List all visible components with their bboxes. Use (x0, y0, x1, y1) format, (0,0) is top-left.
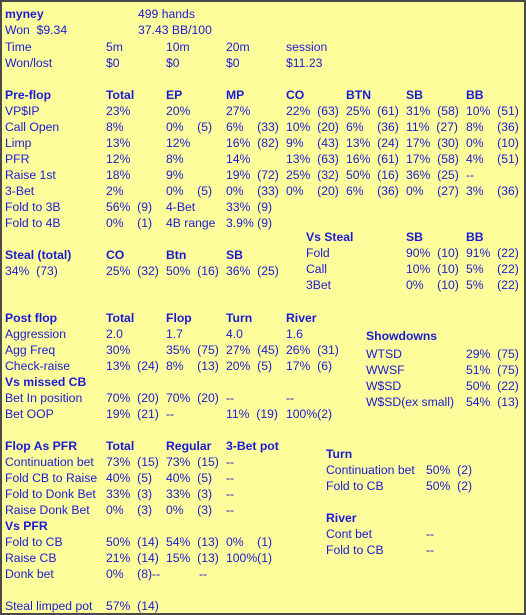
missed-cb-cell: -- (226, 391, 235, 405)
flop-pfr-cell: 33% (3) (166, 487, 213, 501)
flop-pfr-cell: 40% (5) (166, 471, 213, 485)
preflop-cell: 12% (106, 152, 131, 166)
preflop-row-label: Raise 1st (5, 168, 56, 182)
preflop-row-label: Limp (5, 136, 32, 150)
vs-steal-col-bb: BB (466, 230, 484, 244)
vs-steal-row-label: Call (306, 262, 327, 276)
vs-steal-cell: 0% (10) (406, 278, 459, 292)
preflop-col-bb: BB (466, 88, 484, 102)
vs-pfr-title: Vs PFR (5, 519, 48, 533)
preflop-cell: 12% (166, 136, 191, 150)
preflop-cell: 8% (106, 120, 124, 134)
preflop-cell: 0% (5) (166, 120, 213, 134)
vs-pfr-row-label: Donk bet (5, 567, 54, 581)
time-col-session: session (286, 40, 328, 54)
vs-pfr-cell: 0% (8)-- (106, 567, 161, 581)
vs-steal-row-label: 3Bet (306, 278, 332, 292)
preflop-cell: 27% (226, 104, 251, 118)
preflop-cell: 10% (20) (286, 120, 339, 134)
flop-pfr-col-regular: Regular (166, 439, 212, 453)
preflop-cell: 16% (82) (226, 136, 279, 150)
river-value: -- (426, 543, 435, 557)
time-col-5m: 5m (106, 40, 123, 54)
steal-col-btn: Btn (166, 248, 187, 262)
preflop-cell: 8% (36) (466, 120, 519, 134)
missed-cb-cell: -- (286, 391, 295, 405)
flop-pfr-title: Flop As PFR (5, 439, 77, 453)
vs-pfr-cell: 100%(1) (226, 551, 273, 565)
postflop-title: Post flop (5, 311, 58, 325)
vs-pfr-cell: 0% (1) (226, 535, 273, 549)
preflop-cell: 31% (58) (406, 104, 459, 118)
turn-title: Turn (326, 447, 353, 461)
vs-pfr-cell: 54% (13) (166, 535, 219, 549)
four-bet-label: 4-Bet (166, 200, 196, 214)
preflop-cell: 4% (51) (466, 152, 519, 166)
steal-col-co: CO (106, 248, 125, 262)
preflop-cell: 9% (43) (286, 136, 339, 150)
missed-cb-cell: 19% (21) (106, 407, 159, 421)
flop-pfr-col-3bet: 3-Bet pot (226, 439, 279, 453)
showdowns-value: 50% (22) (466, 379, 519, 393)
showdowns-row-label: WTSD (366, 347, 402, 361)
flop-pfr-col-total: Total (106, 439, 135, 453)
flop-pfr-cell: 73% (15) (166, 455, 219, 469)
vs-pfr-cell: 15% (13) (166, 551, 219, 565)
postflop-cell: 1.7 (166, 327, 183, 341)
turn-row-label: Continuation bet (326, 463, 415, 477)
steal-limped-value: 57% (14) (106, 599, 159, 613)
postflop-cell: 2.0 (106, 327, 123, 341)
preflop-cell: 6% (33) (226, 120, 279, 134)
postflop-col-total: Total (106, 311, 135, 325)
postflop-cell: 26% (31) (286, 343, 339, 357)
wonlost-10m: $0 (166, 56, 180, 70)
preflop-title: Pre-flop (5, 88, 52, 102)
postflop-cell: 30% (106, 343, 131, 357)
missed-cb-cell: 11% (19) (226, 407, 278, 421)
vs-pfr-cell: 50% (14) (106, 535, 159, 549)
bb-per-100: 37.43 BB/100 (138, 23, 212, 37)
vs-pfr-cell: -- (199, 567, 208, 581)
flop-pfr-row-label: Fold CB to Raise (5, 471, 98, 485)
vs-steal-cell: 10% (10) (406, 262, 459, 276)
missed-cb-row-label: Bet In position (5, 391, 83, 405)
time-label: Time (5, 40, 32, 54)
preflop-row-label: PFR (5, 152, 30, 166)
flop-pfr-cell: 40% (5) (106, 471, 153, 485)
turn-value: 50% (2) (426, 463, 473, 477)
preflop-cell: 25% (61) (346, 104, 399, 118)
missed-cb-row-label: Bet OOP (5, 407, 54, 421)
won-amount: Won $9.34 (5, 23, 68, 37)
showdowns-row-label: W$SD(ex small) (366, 395, 455, 409)
preflop-cell: 10% (51) (466, 104, 519, 118)
preflop-cell: 23% (106, 104, 131, 118)
vs-pfr-row-label: Fold to CB (5, 535, 63, 549)
flop-pfr-cell: 0% (3) (106, 503, 153, 517)
wonlost-5m: $0 (106, 56, 120, 70)
wonlost-20m: $0 (226, 56, 240, 70)
postflop-cell: 20% (5) (226, 359, 273, 373)
fold-to-3b-total: 56% (9) (106, 200, 153, 214)
postflop-row-label: Check-raise (5, 359, 71, 373)
showdowns-row-label: W$SD (366, 379, 402, 393)
preflop-row-label: Call Open (5, 120, 60, 134)
four-bet-range-value: 3.9% (9) (226, 216, 273, 230)
showdowns-value: 54% (13) (466, 395, 519, 409)
postflop-cell: 8% (13) (166, 359, 219, 373)
steal-col-sb: SB (226, 248, 243, 262)
vs-steal-cell: 5% (22) (466, 262, 519, 276)
flop-pfr-cell: 73% (15) (106, 455, 159, 469)
preflop-cell: 50% (16) (346, 168, 399, 182)
flop-pfr-row-label: Fold to Donk Bet (5, 487, 96, 501)
time-col-20m: 20m (226, 40, 250, 54)
preflop-col-ep: EP (166, 88, 183, 102)
preflop-col-co: CO (286, 88, 305, 102)
turn-value: 50% (2) (426, 479, 473, 493)
preflop-cell: 6% (36) (346, 184, 399, 198)
steal-limped-label: Steal limped pot (5, 599, 93, 613)
flop-pfr-row-label: Continuation bet (5, 455, 94, 469)
preflop-cell: 16% (61) (346, 152, 399, 166)
showdowns-value: 29% (75) (466, 347, 519, 361)
preflop-cell: 0% (10) (466, 136, 519, 150)
preflop-cell: -- (466, 168, 475, 182)
preflop-cell: 3% (36) (466, 184, 519, 198)
missed-cb-cell: 100%(2) (286, 407, 333, 421)
preflop-cell: 22% (63) (286, 104, 339, 118)
preflop-cell: 0% (5) (166, 184, 213, 198)
flop-pfr-row-label: Raise Donk Bet (5, 503, 90, 517)
steal-btn-value: 50% (16) (166, 264, 219, 278)
preflop-cell: 17% (30) (406, 136, 459, 150)
river-row-label: Cont bet (326, 527, 373, 541)
turn-row-label: Fold to CB (326, 479, 384, 493)
postflop-cell: 13% (24) (106, 359, 159, 373)
missed-cb-cell: 70% (20) (106, 391, 159, 405)
flop-pfr-cell: -- (226, 471, 235, 485)
preflop-cell: 0% (33) (226, 184, 279, 198)
preflop-col-btn: BTN (346, 88, 372, 102)
fold-to-3b-label: Fold to 3B (5, 200, 61, 214)
postflop-cell: 35% (75) (166, 343, 219, 357)
preflop-col-sb: SB (406, 88, 423, 102)
preflop-cell: 36% (25) (406, 168, 459, 182)
preflop-row-label: 3-Bet (5, 184, 35, 198)
vs-steal-cell: 5% (22) (466, 278, 519, 292)
steal-total-title: Steal (total) (5, 248, 72, 262)
preflop-col-total: Total (106, 88, 135, 102)
showdowns-row-label: WWSF (366, 363, 405, 377)
preflop-cell: 13% (24) (346, 136, 399, 150)
preflop-cell: 13% (63) (286, 152, 339, 166)
preflop-col-mp: MP (226, 88, 245, 102)
preflop-row-label: VP$IP (5, 104, 40, 118)
preflop-cell: 13% (106, 136, 131, 150)
river-value: -- (426, 527, 435, 541)
preflop-cell: 20% (166, 104, 191, 118)
four-bet-range-label: 4B range (166, 216, 216, 230)
wonlost-label: Won/lost (5, 56, 53, 70)
preflop-cell: 11% (27) (406, 120, 458, 134)
missed-cb-cell: 70% (20) (166, 391, 219, 405)
preflop-cell: 2% (106, 184, 124, 198)
flop-pfr-cell: -- (226, 455, 235, 469)
preflop-cell: 9% (166, 168, 184, 182)
preflop-cell: 14% (226, 152, 251, 166)
flop-pfr-cell: 33% (3) (106, 487, 153, 501)
postflop-col-turn: Turn (226, 311, 253, 325)
fold-to-4b-total: 0% (1) (106, 216, 153, 230)
flop-pfr-cell: -- (226, 487, 235, 501)
missed-cb-cell: -- (166, 407, 175, 421)
steal-sb-value: 36% (25) (226, 264, 279, 278)
steal-total-value: 34% (73) (5, 264, 58, 278)
time-col-10m: 10m (166, 40, 190, 54)
showdowns-title: Showdowns (366, 329, 438, 343)
river-row-label: Fold to CB (326, 543, 384, 557)
postflop-cell: 17% (6) (286, 359, 333, 373)
postflop-col-flop: Flop (166, 311, 192, 325)
steal-co-value: 25% (32) (106, 264, 159, 278)
preflop-cell: 18% (106, 168, 131, 182)
vs-steal-cell: 90% (10) (406, 246, 459, 260)
showdowns-value: 51% (75) (466, 363, 519, 377)
hands-count: 499 hands (138, 7, 195, 21)
preflop-cell: 25% (32) (286, 168, 339, 182)
vs-pfr-cell: 21% (14) (106, 551, 159, 565)
flop-pfr-cell: 0% (3) (166, 503, 213, 517)
preflop-cell: 0% (27) (406, 184, 459, 198)
river-title: River (326, 511, 357, 525)
flop-pfr-cell: -- (226, 503, 235, 517)
postflop-cell: 27% (45) (226, 343, 279, 357)
wonlost-session: $11.23 (286, 56, 323, 70)
postflop-cell: 1.6 (286, 327, 303, 341)
postflop-col-river: River (286, 311, 317, 325)
four-bet-value: 33% (9) (226, 200, 273, 214)
player-name: myney (5, 7, 44, 21)
vs-steal-cell: 91% (22) (466, 246, 519, 260)
vs-steal-row-label: Fold (306, 246, 330, 260)
vs-missed-cb-title: Vs missed CB (5, 375, 87, 389)
preflop-cell: 6% (36) (346, 120, 399, 134)
vs-steal-title: Vs Steal (306, 230, 354, 244)
fold-to-4b-label: Fold to 4B (5, 216, 61, 230)
postflop-cell: 4.0 (226, 327, 243, 341)
vs-pfr-row-label: Raise CB (5, 551, 57, 565)
vs-steal-col-sb: SB (406, 230, 423, 244)
preflop-cell: 19% (72) (226, 168, 279, 182)
postflop-row-label: Aggression (5, 327, 66, 341)
preflop-cell: 8% (166, 152, 184, 166)
preflop-cell: 17% (58) (406, 152, 459, 166)
preflop-cell: 0% (20) (286, 184, 339, 198)
postflop-row-label: Agg Freq (5, 343, 56, 357)
